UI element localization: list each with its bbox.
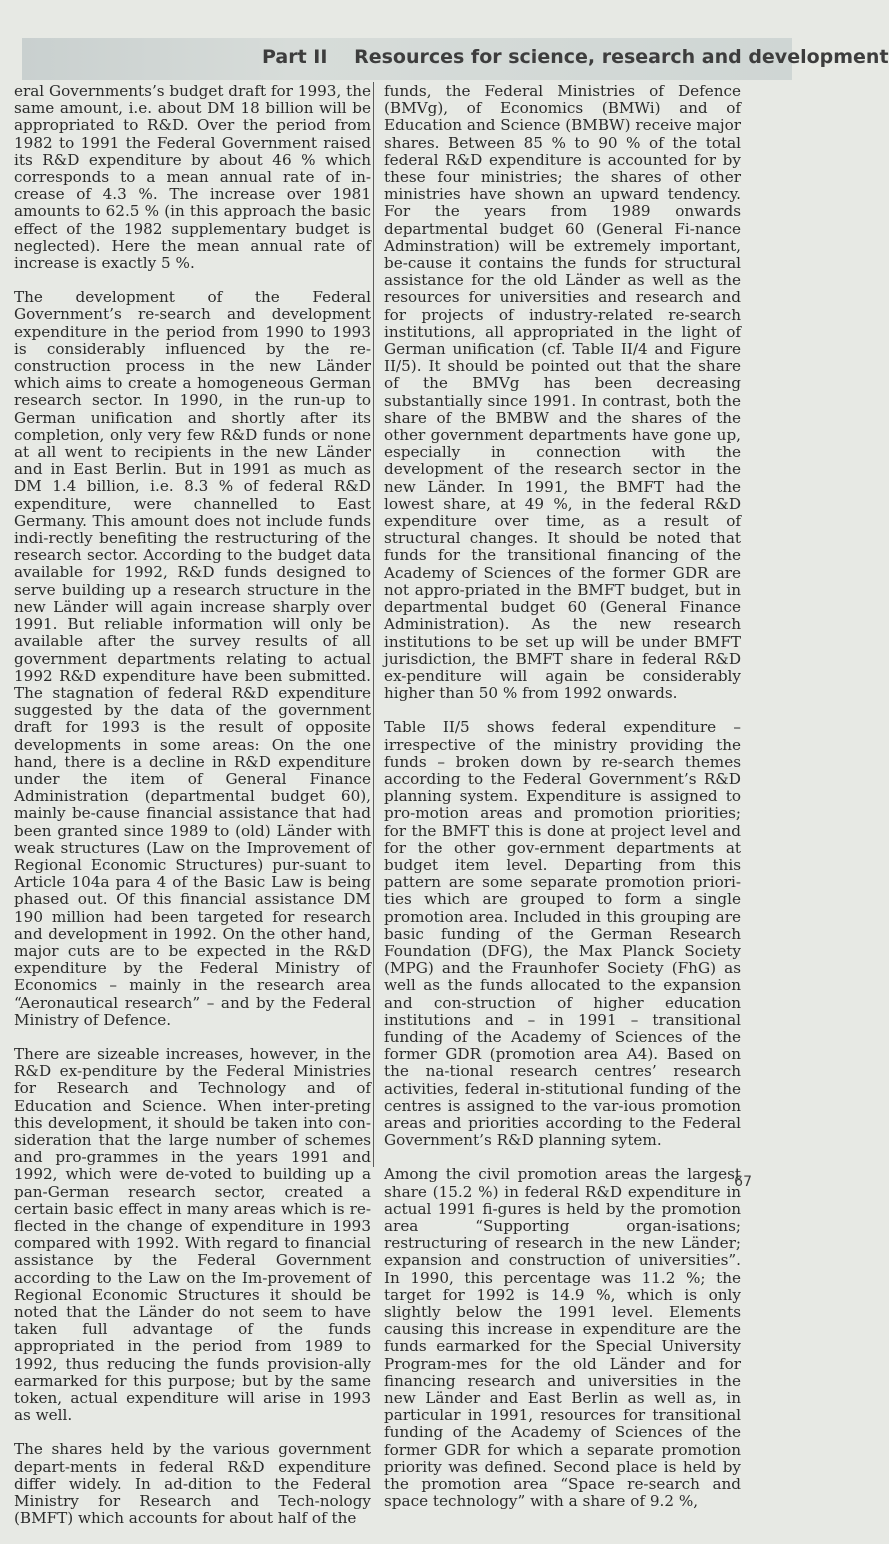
paragraph: Among the civil promotion areas the largest share (15.2 %) in federal R&D expenditure in actual 1991 fi-gures is held by the promotion area “Supporting organ-isations; restructuring of research in the new Länder; expansion and construction of universities”. In 1990, this percentage was 11.2 %; the target for 1992 is 14.9 %, which is only slightly below the 1991 level. Elements causing this increase in expenditure are the funds earmarked for the Special University Program-mes for the old Länder and for financing research and universities in the new Länder and East Berlin as well as, in particular in 1991, resources for transitional funding of the Academy of Sciences of the former GDR for which a separate promotion priority was defined. Second place is held by the promotion area “Space re-search and space technology” with a share of 9.2 %, bbox=[384, 1165, 741, 1511]
section-title: Resources for science, research and development bbox=[354, 46, 889, 68]
paragraph: The development of the Federal Government’s re-search and development expenditure in the period from 1990 to 1993 is considerably influenced by the re-construction process in the new Länder which aims to create a homogeneous German research sector. In 1990, in the run-up to German unification and shortly after its completion, only very few R&D funds or none at all went to recipients in the new Länder and in East Berlin. But in 1991 as much as DM 1.4 billion, i.e. 8.3 % of federal R&D expenditure, were channelled to East Germany. This amount does not include funds indi-rectly benefiting the restructuring of the research sector. According to the budget data available for 1992, R&D funds designed to serve building up a research structure in the new Länder will again increase sharply over 1991. But reliable information will only be available after the survey results of all government departments relating to actual 1992 R&D expenditure have been submitted. The stagnation of federal R&D expenditure suggested by the data of the government draft for 1993 is the result of opposite developments in some areas: On the one hand, there is a decline in R&D expenditure under the item of General Finance Administration (departmental budget 60), mainly be-cause financial assistance that had been granted since 1989 to (old) Länder with weak structures (Law on the Improvement of Regional Economic Structures) pur-suant to Article 104a para 4 of the Basic Law is being phased out. Of this financial assistance DM 190 million had been targeted for research and development in 1992. On the other hand, major cuts are to be expected in the R&D expenditure by the Federal Ministry of Economics – mainly in the research area “Aeronautical research” – and by the Federal Ministry of Defence. bbox=[14, 288, 371, 1029]
page-number: 67 bbox=[734, 1174, 752, 1190]
paragraph: funds, the Federal Ministries of Defence (BMVg), of Economics (BMWi) and of Education and Science (BMBW) receive major shares. Between 85 % to 90 % of the total federal R&D expenditure is accounted for by these four ministries; the shares of other ministries have shown an upward tendency. For the years from 1989 onwards departmental budget 60 (General Fi-nance Adminstration) will be extremely important, be-cause it contains the funds for structural assistance for the old Länder as well as the resources for universities and research and for projects of industry-related re-search institutions, all appropriated in the light of German unification (cf. Table II/4 and Figure II/5). It should be pointed out that the share of the BMVg has been decreasing substantially since 1991. In contrast, both the share of the BMBW and the shares of the other government departments have gone up, especially in connection with the development of the research sector in the new Länder. In 1991, the BMFT had the lowest share, at 49 %, in the federal R&D expenditure over time, as a result of structural changes. It should be noted that funds for the transitional financing of the Academy of Sciences of the former GDR are not appro-priated in the BMFT budget, but in departmental budget 60 (General Finance Administration). As the new research institutions to be set up will be under BMFT jurisdiction, the BMFT share in federal R&D ex-penditure will again be considerably higher than 50 % from 1992 onwards. bbox=[384, 82, 741, 703]
column-divider bbox=[373, 82, 374, 1167]
part-label: Part II bbox=[262, 46, 328, 68]
paragraph: Table II/5 shows federal expenditure – irrespective of the ministry providing the funds – broken down by re-search themes according to the Federal Government’s R&D planning system. Expenditure is assigned to pro-motion areas and promotion priorities; for the BMFT this is done at project level and for the other gov-ernment departments at budget item level. Departing from this pattern are some separate promotion priori-ties which are grouped to form a single promotion area. Included in this grouping are basic funding of the German Research Foundation (DFG), the Max Planck Society (MPG) and the Fraunhofer Society (FhG) as well as the funds allocated to the expansion and con-struction of higher education institutions and – in 1991 – transitional funding of the Academy of Sciences of the former GDR (promotion area A4). Based on the na-tional research centres’ research activities, federal in-stitutional funding of the centres is assigned to the var-ious promotion areas and priorities according to the Federal Government’s R&D planning sytem. bbox=[384, 718, 741, 1150]
running-header bbox=[262, 46, 889, 76]
paragraph: There are sizeable increases, however, in the R&D ex-penditure by the Federal Ministries for Research and Technology and of Education and Science. When inter-preting this development, it should be taken into con-sideration that the large number of schemes and pro-grammes in the years 1991 and 1992, which were de-voted to building up a pan-German research sector, created a certain basic effect in many areas which is re-flected in the change of expenditure in 1993 compared with 1992. With regard to financial assistance by the Federal Government according to the Law on the Im-provement of Regional Economic Structures it should be noted that the Länder do not seem to have taken full advantage of the funds appropriated in the period from 1989 to 1992, thus reducing the funds provision-ally earmarked for this purpose; but by the same token, actual expenditure will arise in 1993 as well. bbox=[14, 1044, 371, 1425]
right-column bbox=[384, 83, 741, 1527]
paragraph: The shares held by the various government depart-ments in federal R&D expenditure differ widely. In ad-dition to the Federal Ministry for Research and Tech-nology (BMFT) which accounts for about half of the bbox=[14, 1440, 371, 1528]
left-column bbox=[14, 83, 371, 1544]
paragraph: eral Governments’s budget draft for 1993, the same amount, i.e. about DM 18 billion will be appropriated to R&D. Over the period from 1982 to 1991 the Federal Government raised its R&D expenditure by about 46 % which corresponds to a mean annual rate of in-crease of 4.3 %. The increase over 1981 amounts to 62.5 % (in this approach the basic effect of the 1982 supplementary budget is neglected). Here the mean annual rate of increase is exactly 5 %. bbox=[14, 82, 371, 273]
